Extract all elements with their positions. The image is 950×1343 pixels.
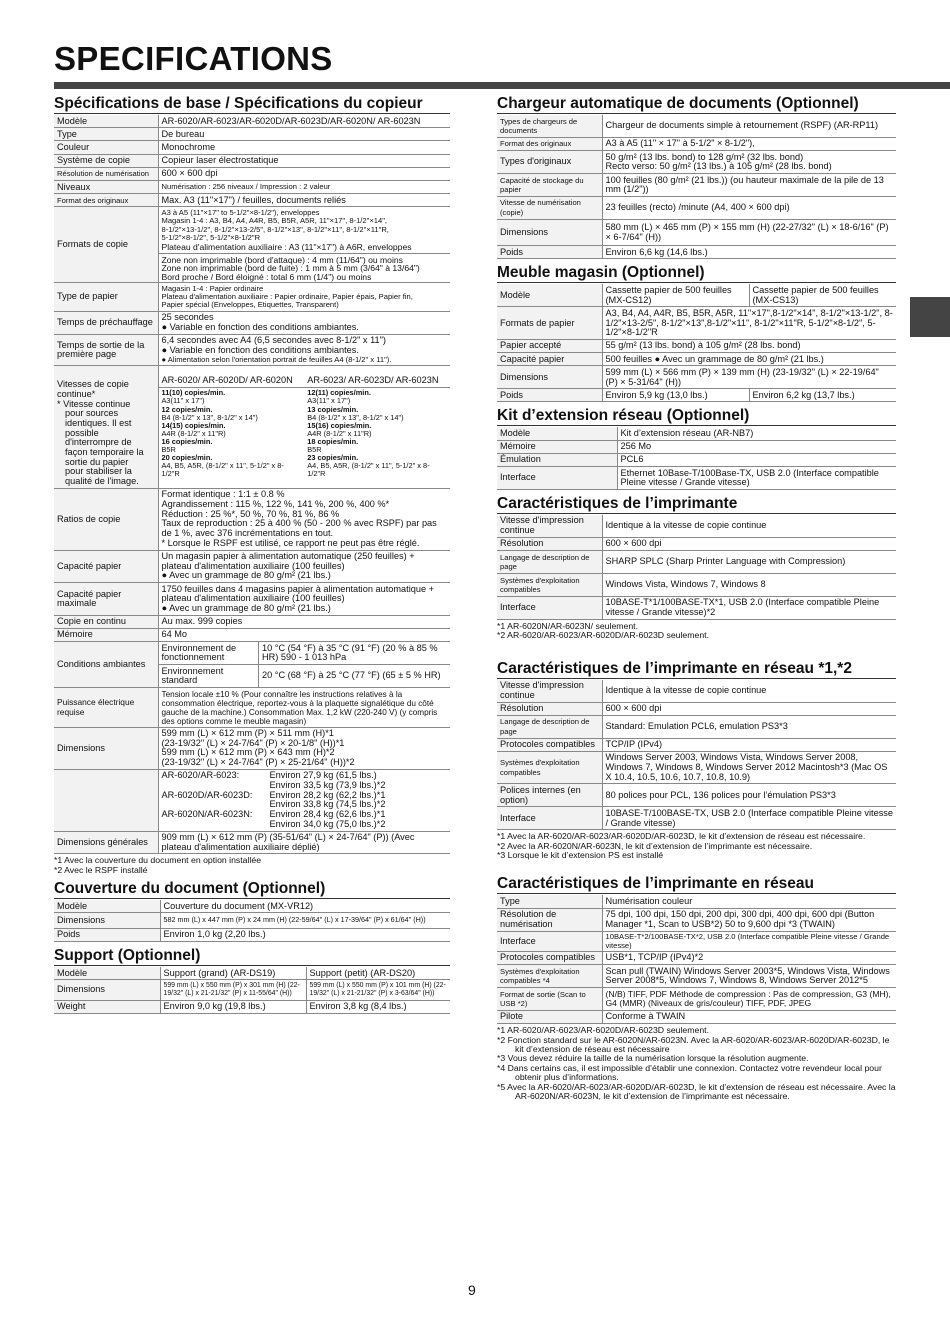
format-line: Bord proche / Bord éloigné : total 6 mm (1/4") ou moins — [161, 271, 372, 282]
speed-model-head: AR-6020/ AR-6020D/ AR-6020N — [159, 375, 305, 388]
original-line: 50 g/m² (13 lbs. bond) to 128 g/m² (32 lbs. bond) — [605, 151, 804, 162]
format-line: Magasin 1-4 : A3, B4, A4, A4R, B5, B5R, A5R, 11"×17", 8-1/2"×14", — [161, 216, 388, 226]
spec-value — [158, 550, 450, 583]
original-line: Recto verso: 50 g/m² (13 lbs.) à 105 g/m² (28 lbs. bond) — [605, 161, 832, 172]
spec-key: Capacité papier maximale — [54, 583, 158, 616]
spec-key: Résolution de numérisation — [54, 167, 158, 180]
spec-key: Systèmes d'exploitation compatibles — [497, 574, 602, 597]
speed-line: 11(10) copies/min. — [161, 388, 226, 398]
spec-value: Numérisation : 256 niveaux / Impression : 2 valeur — [158, 181, 450, 194]
spec-value: (N/B) TIFF, PDF Méthode de compression : Pas de compression, G3 (MH), G4 (MMR) (Niveaux de gris/couleur) TIFF, PDF, JPEG — [602, 988, 896, 1011]
basic-specs-heading: Spécifications de base / Spécifications du copieur — [54, 96, 450, 114]
spec-value: Environ 1,0 kg (2,20 lbs.) — [160, 928, 450, 941]
spec-value — [158, 207, 450, 283]
spec-key: Dimensions — [54, 727, 158, 769]
stand-table — [54, 967, 450, 1014]
table-row — [497, 574, 896, 597]
spec-value: 23 feuilles (recto) /minute (A4, 400 × 600 dpi) — [602, 196, 896, 219]
spec-value — [158, 583, 450, 616]
format-line: A3 à A5 (11"×17" to 5-1/2"×8-1/2"), enveloppes — [161, 207, 320, 217]
spec-key: Langage de description de page — [497, 551, 602, 574]
spec-value: 256 Mo — [617, 440, 896, 453]
spec-key: Temps de sortie de la première page — [54, 334, 158, 365]
dimension-line: 599 mm (L) × 612 mm (P) × 643 mm (H)*2 — [161, 747, 335, 758]
ratio-line: Taux de reproduction : 25 à 400 % (50 - 200 % avec RSPF) par pas de 1 %, avec 376 incrémentations en tout. — [161, 518, 437, 539]
spec-key: Dimensions — [54, 980, 160, 1000]
page-title: SPECIFICATIONS — [54, 40, 333, 77]
spec-key — [54, 769, 158, 831]
netprinter-heading: Caractéristiques de l’imprimante en réseau *1,*2 — [497, 661, 896, 679]
speed-line: A3(11" x 17") — [307, 396, 351, 406]
weight-amount: Environ 34,0 kg (75,0 lbs.)*2 — [269, 818, 386, 829]
spec-value — [158, 283, 450, 312]
table-row — [497, 807, 896, 830]
spec-value: Conforme à TWAIN — [602, 1010, 896, 1023]
speed-key: Vitesses de copie continue* — [57, 379, 129, 399]
spec-value — [602, 151, 896, 174]
spec-key: Poids — [54, 928, 160, 941]
spec-key: Interface — [497, 807, 602, 830]
table-row — [497, 551, 896, 574]
spec-value: Chargeur de documents simple à retournement (RSPF) (AR-RP11) — [602, 115, 896, 137]
spec-value: Scan pull (TWAIN) Windows Server 2003*5, Windows Vista, Windows Server 2008*5, Windows 7, Windows 8, Windows Server 2012*5 — [602, 965, 896, 988]
first-copy-line: ● Alimentation selon l'orientation portrait de feuilles A4 (8-1/2" x 11"). — [161, 354, 392, 364]
spec-key: Conditions ambiantes — [54, 642, 158, 688]
table-row — [497, 931, 896, 951]
table-row — [497, 715, 896, 738]
left-column — [54, 96, 450, 1014]
ambient-value — [158, 642, 450, 688]
speed-col-1 — [159, 387, 305, 479]
spec-key: Formats de copie — [54, 207, 158, 283]
footnote: *3 Lorsque le kit d’extension PS est installé — [497, 850, 664, 861]
spec-key: Type — [54, 128, 158, 141]
spec-key: Puissance électrique requise — [54, 688, 158, 728]
spec-key: Dimensions — [54, 913, 160, 928]
speed-value — [158, 366, 450, 489]
ambient-sub-value: 10 °C (54 °F) à 35 °C (91 °F) (20 % à 85 % HR) 590 - 1 013 hPa — [259, 642, 451, 664]
table-row — [497, 965, 896, 988]
weight-amount: Environ 28,4 kg (62,6 lbs.)*1 — [269, 809, 386, 820]
paper-line: Magasin 1-4 : Papier ordinaire — [161, 283, 264, 293]
speed-line: 15(16) copies/min. — [307, 420, 372, 430]
spec-key: Modèle — [497, 284, 602, 306]
table-row — [497, 702, 896, 715]
spec-key: Capacité papier — [54, 550, 158, 583]
spec-value: A3 à A5 (11" × 17" à 5-1/2" × 8-1/2"), — [602, 137, 896, 150]
spec-key: Modèle — [497, 427, 617, 440]
capacity-max-line: 1750 feuilles dans 4 magasins papier à alimentation automatique + plateau d'alimentation auxiliaire (100 feuilles) — [161, 583, 434, 604]
spec-value: Environ 3,8 kg (8,4 lbs.) — [306, 1000, 450, 1013]
footnote: *4 Dans certains cas, il est impossible d’établir une connexion. Contactez votre revendeur local pour obtenir plus d’informations. — [497, 1062, 882, 1083]
stand-heading: Support (Optionnel) — [54, 948, 450, 966]
ratio-line: * Lorsque le RSPF est utilisé, ce rapport ne peut pas être réglé. — [161, 537, 420, 548]
weight-amount: Environ 33,5 kg (73,9 lbs.)*2 — [269, 780, 386, 791]
cover-table — [54, 900, 450, 942]
netprinter-notes — [497, 832, 896, 860]
speed-col-2 — [304, 387, 450, 479]
first-copy-line: ● Variable en fonction des conditions ambiantes. — [161, 345, 359, 355]
spec-value: Ethernet 10Base-T/100Base-TX, USB 2.0 (Interface compatible Pleine vitesse / Grande vitesse) — [617, 467, 896, 490]
spec-key: Format de sortie (Scan to USB *2) — [497, 988, 602, 1011]
spec-key: Papier accepté — [497, 339, 602, 352]
spec-key: Dimensions — [497, 219, 602, 245]
spec-key: Système de copie — [54, 154, 158, 167]
spec-key: Formats de papier — [497, 307, 602, 340]
spec-value: 55 g/m² (13 lbs. bond) à 105 g/m² (28 lbs. bond) — [602, 339, 896, 352]
spec-value: Cassette papier de 500 feuilles (MX-CS13) — [749, 284, 896, 306]
basic-notes — [54, 856, 450, 875]
spec-key: Mémoire — [497, 440, 617, 453]
netscan-heading: Caractéristiques de l’imprimante en réseau — [497, 876, 896, 894]
spec-value: Cassette papier de 500 feuilles (MX-CS12) — [602, 284, 749, 306]
format-line: 5-1/2"×8-1/2", 5-1/2"×8-1/2"R — [161, 233, 261, 243]
spec-value: Environ 9,0 kg (19,8 lbs.) — [160, 1000, 306, 1013]
speed-note: * Vitesse continue pour sources identiques. Il est possible d'interrompre de façon temporaire la sortie du papier pour stabiliser la qualité de l'image. — [57, 398, 144, 487]
spec-key: Dimensions générales — [54, 831, 158, 854]
spec-value: 582 mm (L) x 447 mm (P) x 24 mm (H) (22-59/64" (L) x 17-39/64" (P) x 61/64" (H)) — [160, 913, 450, 928]
spec-value: TCP/IP (IPv4) — [602, 738, 896, 751]
weight-amount: Environ 27,9 kg (61,5 lbs.) — [269, 770, 377, 781]
spec-value: 909 mm (L) × 612 mm (P) (35-51/64" (L) × 24-7/64" (P)) (Avec plateau d'alimentation auxiliaire déplié) — [158, 831, 450, 854]
spec-key: Interface — [497, 467, 617, 490]
ambient-sub-value: 20 °C (68 °F) à 25 °C (77 °F) (65 ± 5 % HR) — [259, 665, 451, 687]
spec-value: De bureau — [158, 128, 450, 141]
spec-value: Environ 6,2 kg (13,7 lbs.) — [749, 389, 896, 402]
dimension-line: (23-19/32" (L) × 24-7/64" (P) × 25-21/64" (H))*2 — [161, 757, 355, 768]
netkit-table — [497, 427, 896, 490]
spec-key: Protocoles compatibles — [497, 951, 602, 964]
ambient-sub-key: Environnement de fonctionnement — [159, 642, 259, 664]
spec-value: 599 mm (L) x 550 mm (P) x 301 mm (H) (22-19/32" (L) x 21-21/32" (P) x 11-55/64" (H)) — [160, 980, 306, 1000]
speed-line: B5R — [307, 444, 322, 454]
rspf-table — [497, 115, 896, 259]
footnote: *3 Vous devez réduire la taille de la numérisation lorsque la résolution augmente. — [497, 1053, 809, 1064]
spec-key: Résolution de numérisation — [497, 908, 602, 931]
speed-line: A4R (8-1/2" x 11"R) — [161, 428, 226, 438]
table-row — [497, 467, 896, 490]
spec-key: Vitesse d'impression continue — [497, 680, 602, 702]
spec-value: 599 mm (L) × 566 mm (P) × 139 mm (H) (23-19/32" (L) × 22-19/64" (P) × 5-31/64" (H)) — [602, 366, 896, 389]
format-line: Plateau d'alimentation auxiliaire : A3 (11"×17") à A6R, enveloppes — [159, 243, 451, 254]
table-row — [497, 537, 896, 550]
speed-line: 20 copies/min. — [161, 453, 213, 463]
right-column — [497, 96, 896, 1105]
spec-key: Interface — [497, 931, 602, 951]
footnote: *2 Fonction standard sur le AR-6020N/AR-6023N. Avec la AR-6020/AR-6023/AR-6020D/AR-6023D, le kit d’extension de réseau est nécessaire — [497, 1034, 890, 1054]
spec-key: Modèle — [54, 967, 160, 980]
spec-value: 75 dpi, 100 dpi, 150 dpi, 200 dpi, 300 dpi, 400 dpi, 600 dpi (Button Manager *1, Scan to USB*2) 50 to 9,600 dpi *3 (TWAIN) — [602, 908, 896, 931]
spec-key: Modèle — [54, 900, 160, 913]
spec-key: Poids — [497, 246, 602, 259]
speed-line: 14(15) copies/min. — [161, 420, 226, 430]
weight-row — [162, 820, 448, 830]
netscan-notes — [497, 1026, 896, 1101]
speed-line: 13 copies/min. — [307, 404, 359, 414]
spec-value: Au max. 999 copies — [158, 615, 450, 628]
cover-heading: Couverture du document (Optionnel) — [54, 881, 450, 899]
weight-model: AR-6020D/AR-6023D: — [161, 789, 253, 800]
table-row — [497, 453, 896, 466]
format-line: 8-1/2"×13-1/2", 8-1/2"×13-2/5", 8-1/2"×13", 8-1/2"×11", 8-1/2"×11"R, — [161, 224, 389, 234]
spec-value: Tension locale ±10 % (Pour connaître les instructions relatives à la consommation électrique, reportez-vous à la plaquette signalétique du côté gauche de la machine.) Consommation Max. 1,2 kW (220-240 V) (y compris des options comme le meuble magasin) — [158, 688, 450, 728]
spec-value: 100 feuilles (80 g/m² (21 lbs.)) (ou hauteur maximale de la pile de 13 mm (1/2")) — [602, 174, 896, 197]
speed-line: A4, B5, A5R, (8-1/2" x 11", 5-1/2" x 8-1/2"R — [307, 461, 430, 479]
format-line: Zone non imprimable (bord de fuite) : 1 mm à 5 mm (3/64" à 13/64") — [161, 263, 420, 274]
spec-key: Résolution — [497, 537, 602, 550]
speed-line: A4, B5, A5R, (8-1/2" x 11", 5-1/2" x 8-1/2"R — [161, 461, 284, 479]
dimension-line: 599 mm (L) × 612 mm (P) × 511 mm (H)*1 — [161, 728, 334, 738]
table-row — [497, 738, 896, 751]
spec-key: Interface — [497, 596, 602, 619]
spec-value: AR-6020/AR-6023/AR-6020D/AR-6023D/AR-6020N/ AR-6023N — [158, 115, 450, 128]
weight-model: AR-6020/AR-6023: — [161, 770, 240, 781]
table-row — [497, 427, 896, 440]
spec-value: 599 mm (L) x 550 mm (P) x 101 mm (H) (22-19/32" (L) x 21-21/32" (P) x 3-63/64" (H)) — [306, 980, 450, 1000]
footnote: *1 Avec la couverture du document en option installée — [54, 855, 262, 866]
spec-key: Copie en continu — [54, 615, 158, 628]
spec-value — [158, 488, 450, 550]
spec-value: Environ 5,9 kg (13,0 lbs.) — [602, 389, 749, 402]
table-row — [497, 908, 896, 931]
spec-value: 64 Mo — [158, 628, 450, 641]
format-line: Zone non imprimable (bord d'attaque) : 4 mm (11/64") ou moins — [161, 254, 403, 265]
capacity-line: Un magasin papier à alimentation automatique (250 feuilles) + plateau d'alimentation auxiliaire (100 feuilles) — [161, 551, 415, 571]
spec-value: Monochrome — [158, 141, 450, 154]
printer-notes — [497, 622, 896, 641]
paper-line: Papier spécial (Enveloppes, Etiquettes, Transparent) — [161, 300, 339, 310]
spec-value — [158, 311, 450, 334]
title-rule — [54, 82, 950, 89]
table-row — [497, 951, 896, 964]
spec-key — [54, 366, 158, 489]
dimension-line: (23-19/32" (L) × 24-7/64" (P) × 20-1/8" (H))*1 — [161, 737, 345, 748]
spec-key: Temps de préchauffage — [54, 311, 158, 334]
table-row — [497, 895, 896, 908]
printer-table — [497, 515, 896, 620]
page-number: 9 — [468, 1282, 476, 1298]
section-tab-marker — [910, 297, 950, 337]
spec-key: Mémoire — [54, 628, 158, 641]
speed-line: 16 copies/min. — [161, 436, 213, 446]
spec-value: Windows Server 2003, Windows Vista, Windows Server 2008, Windows 7, Windows 8, Windows Server 2012 Macintosh*3 (Mac OS X 10.4, 10.5, 10.6, 10.7, 10.8, 10.9) — [602, 751, 896, 784]
spec-key: Type de papier — [54, 283, 158, 312]
footnote: *1 Avec la AR-6020/AR-6023/AR-6020D/AR-6023D, le kit d’extension de réseau est nécessaire. — [497, 831, 866, 842]
spec-key: Modèle — [54, 115, 158, 128]
table-row — [497, 440, 896, 453]
spec-value: Windows Vista, Windows 7, Windows 8 — [602, 574, 896, 597]
table-row — [497, 988, 896, 1011]
speed-line: B5R — [161, 444, 176, 454]
speed-model-head: AR-6023/ AR-6023D/ AR-6023N — [304, 375, 450, 388]
spec-value: A3, B4, A4, A4R, B5, B5R, A5R, 11"×17",8-1/2"×14", 8-1/2"×13-1/2", 8-1/2"×13-2/5", 8-1/2"×13",8-1/2"×11", 8-1/2"×11"R, 5-1/2"×8-1/2", 5-1/2"×8-1/2"R — [602, 307, 896, 340]
spec-key: Résolution — [497, 702, 602, 715]
speed-line: 23 copies/min. — [307, 453, 359, 463]
spec-value: Couverture du document (MX-VR12) — [160, 900, 450, 913]
spec-key: Niveaux — [54, 181, 158, 194]
capacity-line: ● Avec un grammage de 80 g/m² (21 lbs.) — [161, 570, 331, 581]
weight-value — [158, 769, 450, 831]
ratio-line: Réduction : 25 %*, 50 %, 70 %, 81 %, 86 % — [161, 508, 340, 519]
table-row — [497, 596, 896, 619]
weight-amount: Environ 33,8 kg (74,5 lbs.)*2 — [269, 799, 386, 810]
weight-amount: Environ 28,2 kg (62,2 lbs.)*1 — [269, 789, 386, 800]
footnote: *2 Avec la AR-6020N/AR-6023N, le kit d’extension de l’imprimante est nécessaire. — [497, 840, 813, 851]
spec-value — [158, 727, 450, 769]
footnote: *5 Avec la AR-6020/AR-6023/AR-6020D/AR-6023D, le kit d’extension de réseau est nécessaire. Avec la AR-6020N/AR-6023N, le kit d’extension de l’imprimante est nécessaire. — [497, 1081, 896, 1101]
spec-key: Polices internes (en option) — [497, 784, 602, 807]
spec-value: 10BASE-T*1/100BASE-TX*1, USB 2.0 (Interface compatible Pleine vitesse / Grande vitesse)*2 — [602, 596, 896, 619]
footnote: *1 AR-6020/AR-6023/AR-6020D/AR-6023D seulement. — [497, 1025, 709, 1036]
spec-value: 500 feuilles ● Avec un grammage de 80 g/m² (21 lbs.) — [602, 353, 896, 366]
spec-value: 600 × 600 dpi — [602, 702, 896, 715]
spec-key: Vitesse de numérisation (copie) — [497, 196, 602, 219]
spec-value: 10BASE-T*2/100BASE-TX*2, USB 2.0 (Interface compatible Pleine vitesse / Grande vitesse) — [602, 931, 896, 951]
spec-key: Protocoles compatibles — [497, 738, 602, 751]
cabinet-heading: Meuble magasin (Optionnel) — [497, 265, 896, 283]
speed-line: B4 (8-1/2" x 13", 8-1/2" x 14") — [307, 412, 404, 422]
footnote: *1 AR-6020N/AR-6023N/ seulement. — [497, 620, 639, 631]
weight-model: AR-6020N/AR-6023N: — [161, 809, 253, 820]
spec-value: Support (grand) (AR-DS19) — [160, 967, 306, 980]
spec-key: Format des originaux — [54, 194, 158, 207]
capacity-max-line: ● Avec un grammage de 80 g/m² (21 lbs.) — [161, 603, 331, 614]
table-row — [497, 751, 896, 784]
spec-key: Couleur — [54, 141, 158, 154]
spec-value: Numérisation couleur — [602, 895, 896, 908]
spec-value: Standard: Emulation PCL6, emulation PS3*3 — [602, 715, 896, 738]
spec-value: SHARP SPLC (Sharp Printer Language with Compression) — [602, 551, 896, 574]
table-row — [497, 1010, 896, 1023]
spec-key: Capacité de stockage du papier — [497, 174, 602, 197]
spec-value: Kit d’extension réseau (AR-NB7) — [617, 427, 896, 440]
cabinet-table — [497, 284, 896, 402]
spec-value: 580 mm (L) × 465 mm (P) × 155 mm (H) (22-27/32" (L) × 18-6/16" (P) × 6-7/64" (H)) — [602, 219, 896, 245]
spec-value: Support (petit) (AR-DS20) — [306, 967, 450, 980]
ratio-line: Format identique : 1:1 ± 0.8 % — [161, 489, 285, 500]
speed-line: A3(11" x 17") — [161, 396, 205, 406]
ambient-sub-key: Environnement standard — [161, 665, 224, 686]
speed-line: 12 copies/min. — [161, 404, 213, 414]
spec-key: Ratios de copie — [54, 488, 158, 550]
spec-value: PCL6 — [617, 453, 896, 466]
spec-key: Types de chargeurs de documents — [497, 115, 602, 137]
footnote: *2 Avec le RSPF installé — [54, 864, 148, 875]
spec-key: Langage de description de page — [497, 715, 602, 738]
spec-value: Identique à la vitesse de copie continue — [602, 680, 896, 702]
spec-key: Pilote — [497, 1010, 602, 1023]
spec-value: 10BASE-T/100BASE-TX, USB 2.0 (Interface compatible Pleine vitesse / Grande vitesse) — [602, 807, 896, 830]
table-row — [497, 515, 896, 537]
ratio-line: Agrandissement : 115 %, 122 %, 141 %, 200 %, 400 %* — [161, 499, 390, 510]
warmup-line: ● Variable en fonction des conditions ambiantes. — [161, 322, 359, 333]
basic-specs-table — [54, 115, 450, 854]
spec-value: Identique à la vitesse de copie continue — [602, 515, 896, 537]
speed-line: A4R (8-1/2" x 11"R) — [307, 428, 372, 438]
footnote: *2 AR-6020/AR-6023/AR-6020D/AR-6023D seulement. — [497, 630, 709, 641]
spec-value: Max. A3 (11"×17") / feuilles, documents reliés — [158, 194, 450, 207]
spec-value: Copieur laser électrostatique — [158, 154, 450, 167]
netprinter-table — [497, 680, 896, 831]
spec-key: Vitesse d'impression continue — [497, 515, 602, 537]
spec-key: Systèmes d'exploitation compatibles — [497, 751, 602, 784]
spec-key: Systèmes d'exploitation compatibles *4 — [497, 965, 602, 988]
netkit-heading: Kit d’extension réseau (Optionnel) — [497, 408, 896, 426]
table-row — [497, 784, 896, 807]
spec-value: 80 polices pour PCL, 136 polices pour l’émulation PS3*3 — [602, 784, 896, 807]
spec-value: 600 × 600 dpi — [602, 537, 896, 550]
first-copy-line: 6,4 secondes avec A4 (6,5 secondes avec 8-1/2" x 11") — [161, 335, 386, 346]
spec-value: Environ 6,6 kg (14,6 lbs.) — [602, 246, 896, 259]
speed-line: B4 (8-1/2" x 13", 8-1/2" x 14") — [161, 412, 258, 422]
printer-heading: Caractéristiques de l’imprimante — [497, 496, 896, 514]
spec-key: Type — [497, 895, 602, 908]
spec-key: Types d'originaux — [497, 151, 602, 174]
spec-key: Format des originaux — [497, 137, 602, 150]
warmup-line: 25 secondes — [161, 312, 214, 323]
spec-key: Poids — [497, 389, 602, 402]
spec-key: Dimensions — [497, 366, 602, 389]
spec-key: Émulation — [497, 453, 617, 466]
spec-key: Capacité papier — [497, 353, 602, 366]
table-row — [497, 680, 896, 702]
rspf-heading: Chargeur automatique de documents (Optionnel) — [497, 96, 896, 114]
spec-value: USB*1, TCP/IP (IPv4)*2 — [602, 951, 896, 964]
spec-value — [158, 334, 450, 365]
speed-line: 12(11) copies/min. — [307, 388, 371, 398]
paper-line: Plateau d'alimentation auxiliaire : Papier ordinaire, Papier épais, Papier fin, — [161, 292, 413, 302]
netscan-table — [497, 895, 896, 1024]
spec-value: 600 × 600 dpi — [158, 167, 450, 180]
spec-key: Weight — [54, 1000, 160, 1013]
speed-line: 18 copies/min. — [307, 436, 359, 446]
weight-model — [162, 820, 270, 830]
